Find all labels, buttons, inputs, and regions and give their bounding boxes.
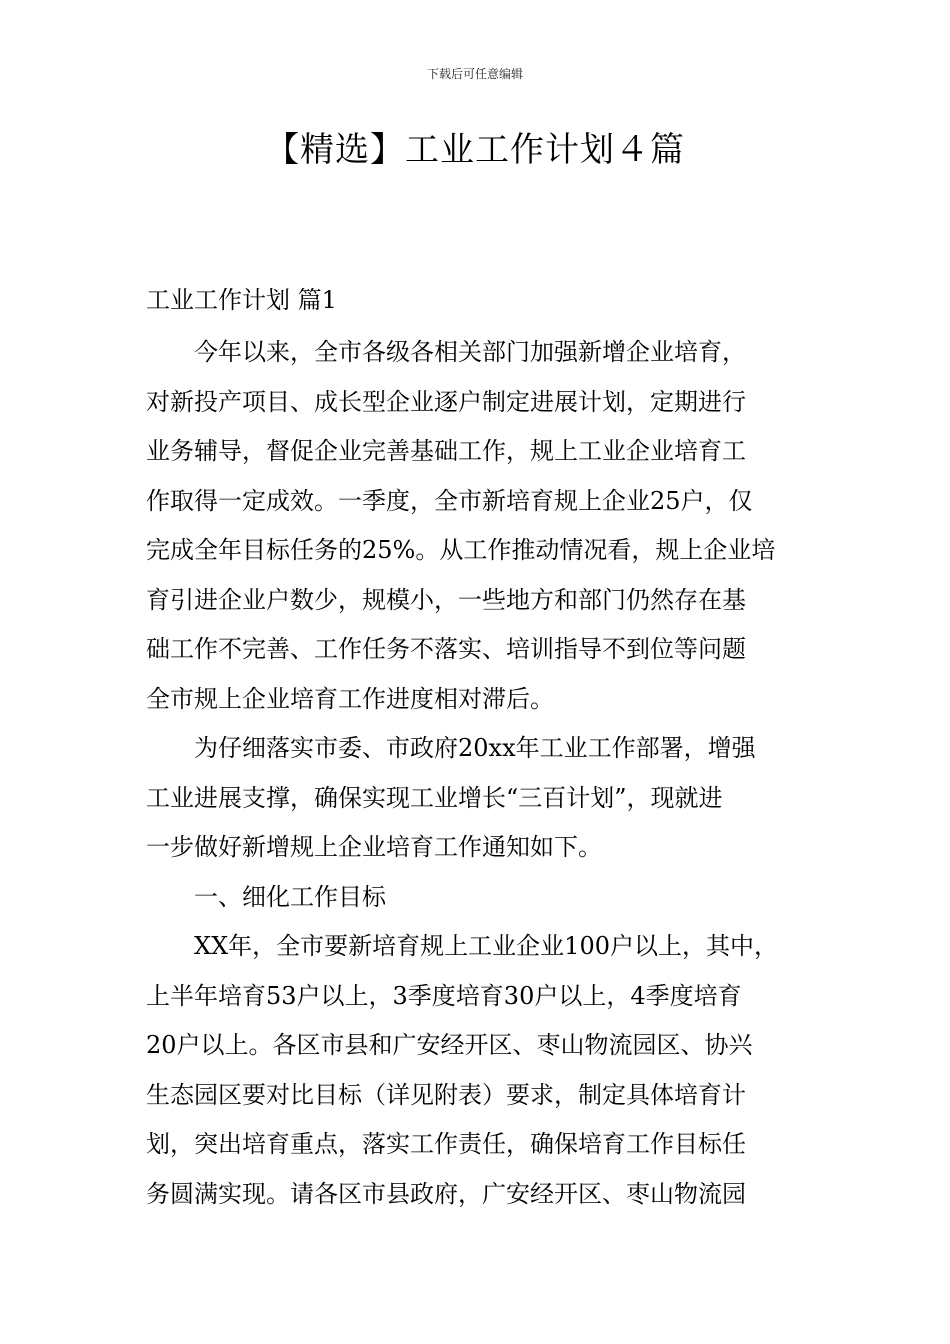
text-line: 业务辅导，督促企业完善基础工作，规上工业企业培育工 [146,437,746,465]
section-heading: 工业工作计划 篇1 [146,286,337,314]
text-line: 作取得一定成效。一季度，全市新培育规上企业25户，仅 [146,486,753,515]
page-header-note: 下载后可任意编辑 [426,67,523,81]
paragraph-3 [146,922,808,1219]
document-body [146,328,808,1219]
text-line: 20户以上。各区市县和广安经开区、枣山物流园区、协兴 [146,1031,753,1059]
text-line: 上半年培育53户以上，3季度培育30户以上，4季度培育 [146,981,742,1010]
text-line: 划，突出培育重点，落实工作责任，确保培育工作目标任 [146,1130,746,1158]
text-line: 今年以来，全市各级各相关部门加强新增企业培育， [194,338,746,366]
text-line: 育引进企业户数少，规模小，一些地方和部门仍然存在基 [146,585,746,614]
text-line: 工业进展支撑，确保实现工业增长“三百计划”，现就进 [146,783,723,812]
text-line: 全市规上企业培育工作进度相对滞后。 [146,684,554,713]
text-line: 为仔细落实市委、市政府20xx年工业工作部署，增强 [194,734,756,762]
text-line: XX年，全市要新培育规上工业企业100户以上，其中， [194,932,778,960]
text-line: 一、细化工作目标 [194,882,386,911]
text-line: 务圆满实现。请各区市县政府，广安经开区、枣山物流园 [146,1179,746,1208]
text-line: 生态园区要对比目标（详见附表）要求，制定具体培育计 [146,1080,746,1109]
text-line: 一步做好新增规上企业培育工作通知如下。 [146,833,602,861]
text-line: 完成全年目标任务的25%。从工作推动情况看，规上企业培 [146,536,776,564]
subheading-refine-goals [146,873,808,923]
text-line: 对新投产项目、成长型企业逐户制定进展计划，定期进行 [146,387,746,416]
text-line: 础工作不完善、工作任务不落实、培训指导不到位等问题 [146,635,746,663]
document-title: 【精选】工业工作计划４篇 [265,130,685,170]
paragraph-2 [146,724,808,873]
paragraph-1 [146,328,808,724]
